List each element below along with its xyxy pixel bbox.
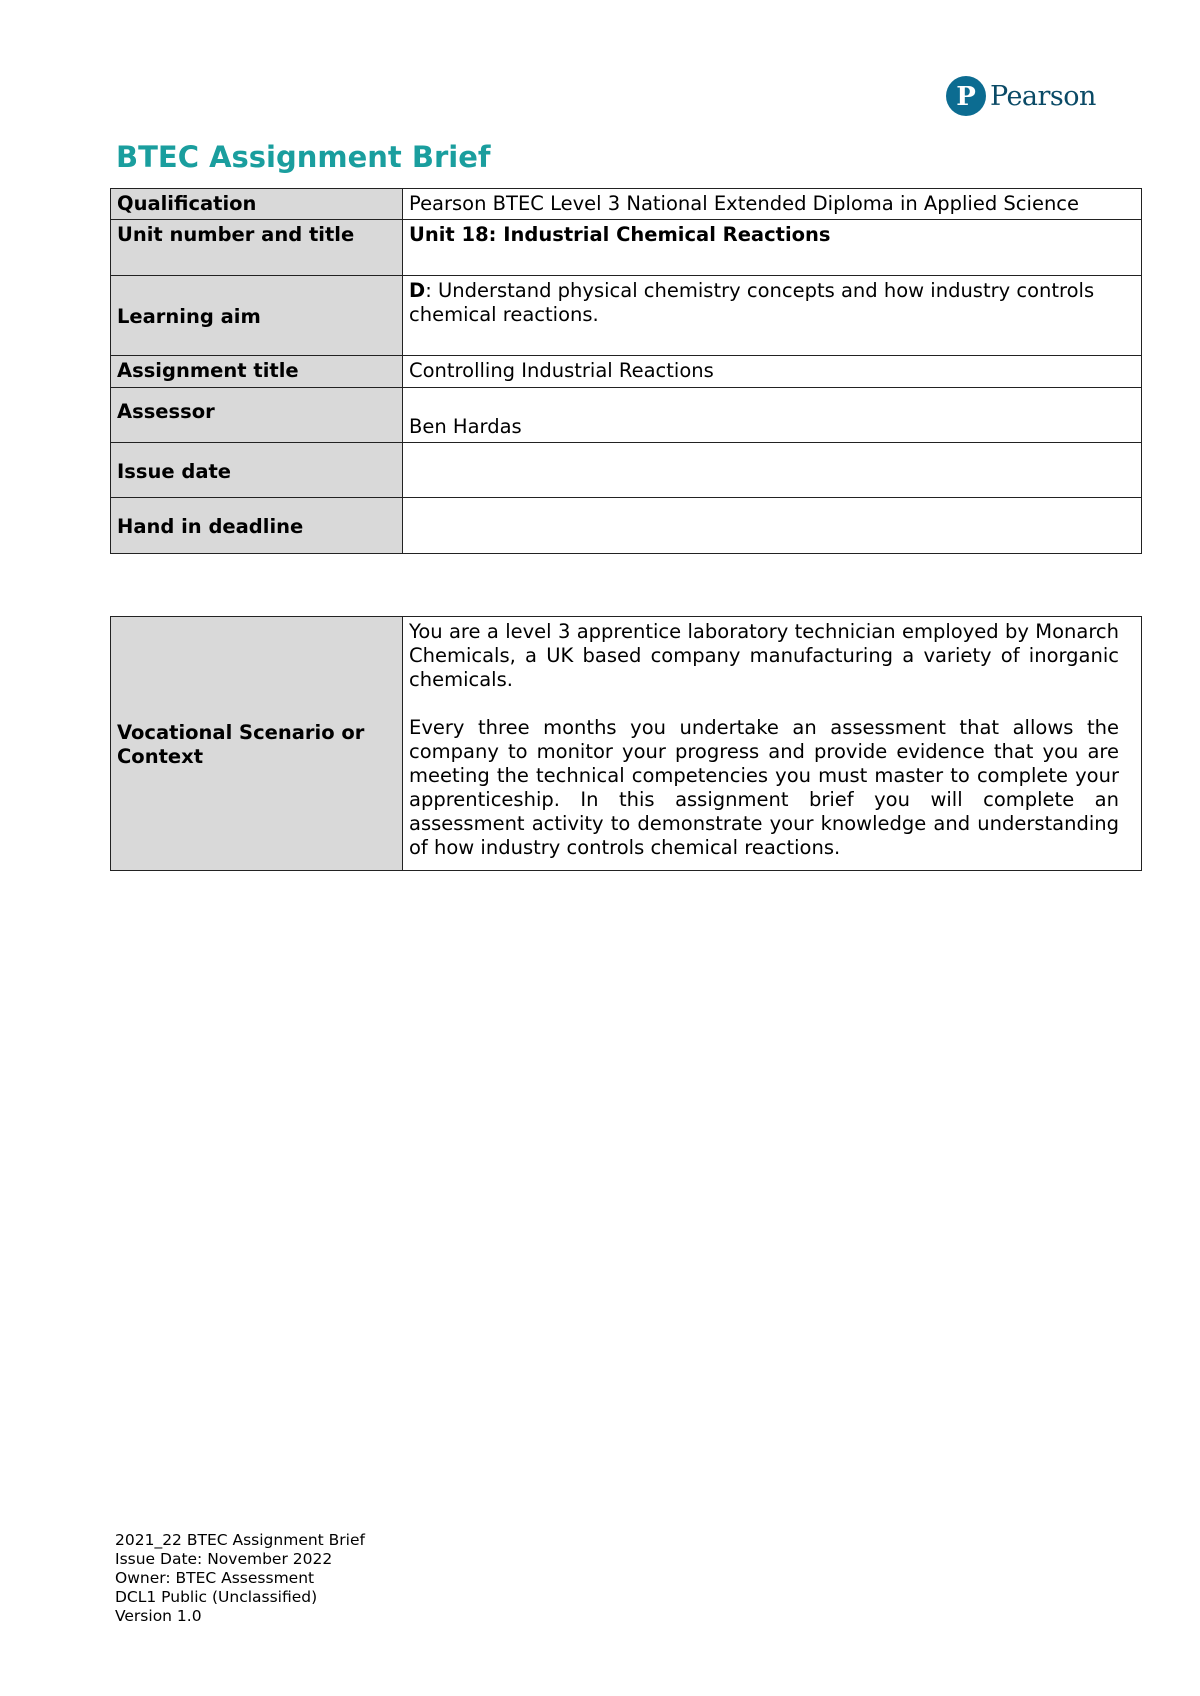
scenario-label: Vocational Scenario or Context (111, 617, 403, 871)
unit-value: Unit 18: Industrial Chemical Reactions (403, 220, 1142, 276)
table-row (111, 388, 1142, 443)
footer-line: 2021_22 BTEC Assignment Brief (115, 1531, 365, 1549)
document-footer (115, 1531, 365, 1626)
table-row (111, 498, 1142, 554)
brief-details-table (110, 188, 1142, 554)
scenario-text (403, 617, 1142, 871)
brand-name: Pearson (990, 80, 1096, 112)
page-title: BTEC Assignment Brief (116, 140, 491, 174)
table-row (111, 220, 1142, 276)
table-row (111, 276, 1142, 356)
assessor-value: Ben Hardas (403, 388, 1142, 443)
qualification-label: Qualification (111, 189, 403, 220)
scenario-table (110, 616, 1142, 871)
footer-line: Owner: BTEC Assessment (115, 1569, 315, 1587)
table-row (111, 356, 1142, 388)
deadline-value (403, 498, 1142, 554)
qualification-value: Pearson BTEC Level 3 National Extended Diploma in Applied Science (403, 189, 1142, 220)
footer-line: Version 1.0 (115, 1607, 202, 1625)
logo-letter: P (956, 82, 976, 112)
learning-aim-value (403, 276, 1142, 356)
assessor-label: Assessor (111, 388, 403, 443)
learning-aim-text: : Understand physical chemistry concepts and how industry controls chemical reactions. (409, 279, 1095, 326)
footer-line: Issue Date: November 2022 (115, 1550, 333, 1568)
footer-line: DCL1 Public (Unclassified) (115, 1588, 318, 1606)
assignment-title-value: Controlling Industrial Reactions (403, 356, 1142, 388)
scenario-paragraph-1: You are a level 3 apprentice laboratory technician employed by Monarch Chemicals, a UK based company manufacturing a variety of inorganic chemicals. (409, 620, 1119, 691)
issue-date-label: Issue date (111, 443, 403, 498)
deadline-label: Hand in deadline (111, 498, 403, 554)
learning-aim-code: D (409, 279, 426, 302)
table-row (111, 617, 1142, 871)
scenario-paragraph-2: Every three months you undertake an assessment that allows the company to monitor your progress and provide evidence that you are meeting the technical competencies you must master to complete your apprenticeship. In this assignment brief you will complete an assessment activity to demonstrate your knowledge and understanding of how industry controls chemical reactions. (409, 716, 1119, 859)
issue-date-value (403, 443, 1142, 498)
table-row (111, 443, 1142, 498)
unit-label: Unit number and title (111, 220, 403, 276)
pearson-logo (946, 74, 1096, 118)
assignment-title-label: Assignment title (111, 356, 403, 388)
table-row (111, 189, 1142, 220)
learning-aim-label: Learning aim (111, 276, 403, 356)
pearson-logo-icon (946, 76, 986, 116)
